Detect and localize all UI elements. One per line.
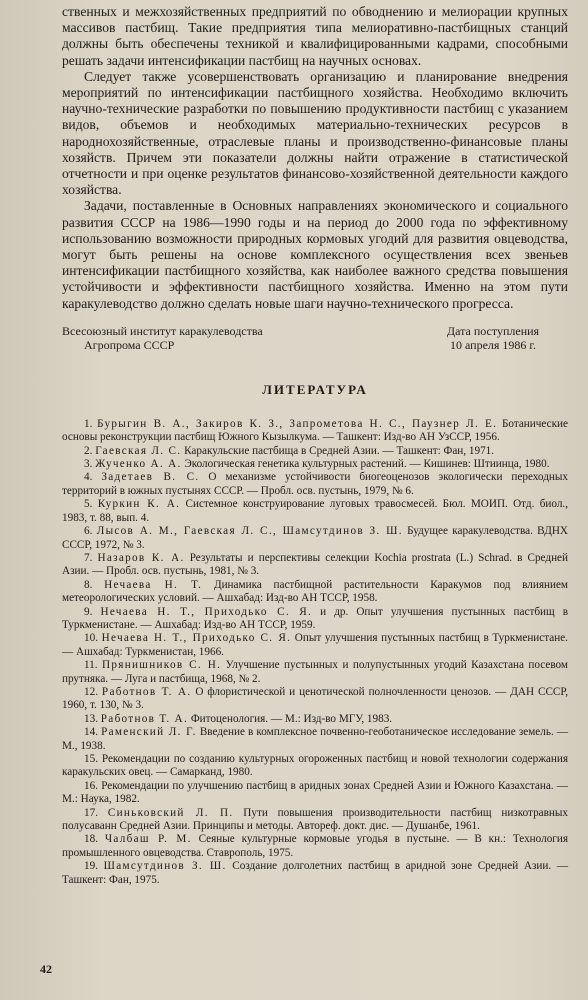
reference-item	[62, 498, 568, 525]
reference-text: Будущее каракулеводства. ВДНХ СССР, 1972, № 3.	[62, 525, 568, 551]
reference-number: 4.	[84, 471, 93, 484]
reference-authors: Нечаева Н. Т., Приходько С. Я.	[100, 605, 313, 618]
reference-item	[62, 807, 568, 834]
reference-text: Рекомендации по улучшению пастбищ в аридных зонах Средней Азии и Южного Казахстана. — М.: Наука, 1982.	[62, 779, 568, 806]
reference-number: 15.	[84, 753, 98, 766]
reference-number: 8.	[84, 578, 93, 591]
reference-text: Результаты и перспективы селекции Kochia prostrata (L.) Schrad. в Средней Азии. — Пробл. осв. пустынь, 1981, № 3.	[62, 551, 569, 578]
affiliation-line: Всесоюзный институт каракулеводства	[62, 323, 263, 338]
page-number: 42	[40, 962, 52, 976]
reference-item	[62, 418, 568, 445]
reference-item	[62, 445, 568, 458]
reference-text: Динамика пастбищной растительности Каракумов под влиянием метеорологических условий. — Ашхабад: Изд-во АН ТССР, 1958.	[62, 578, 568, 605]
reference-number: 19.	[84, 860, 98, 873]
reference-number: 2.	[84, 444, 93, 457]
reference-text: Фитоценология. — М.: Изд-во МГУ, 1983.	[188, 712, 393, 725]
reference-number: 10.	[84, 632, 98, 645]
reference-text: Экологическая генетика культурных растений. — Кишинев: Штиинца, 1980.	[181, 458, 550, 471]
reference-authors: Нечаева Н. Т.	[104, 578, 203, 591]
reference-authors: Чалбаш Р. М.	[104, 833, 192, 846]
reference-text: Сеяные культурные кормовые угодья в пустыне. — В кн.: Технология промышленного овцеводства. Ставрополь, 1975.	[62, 833, 569, 859]
reference-number: 17.	[84, 806, 98, 819]
reference-authors: Работнов Т. А.	[101, 685, 192, 698]
received-date	[418, 324, 568, 352]
reference-item	[62, 552, 568, 579]
body-text	[62, 4, 568, 312]
reference-number: 13.	[84, 712, 98, 725]
reference-item	[62, 632, 568, 659]
reference-text: Создание долголетних пастбищ в аридной зоне Средней Азии. — Ташкент: Фан, 1975.	[62, 860, 569, 886]
reference-item	[62, 471, 568, 498]
reference-number: 3.	[84, 458, 93, 471]
reference-number: 14.	[84, 726, 98, 739]
reference-text: и др. Опыт улучшения пустынных пастбищ в Туркменистане. — Ашхабад: Изд-во АН ТССР, 1959.	[62, 605, 568, 631]
reference-item	[62, 860, 568, 887]
reference-number: 5.	[84, 498, 93, 511]
reference-authors: Шамсутдинов З. Ш.	[103, 860, 227, 873]
reference-text: Ботанические основы реконструкции пастбищ Южного Кызылкума. — Ташкент: Изд-во АН УзССР, 1956.	[62, 417, 569, 444]
reference-item	[62, 659, 568, 686]
references-list	[62, 418, 568, 887]
reference-authors: Работнов Т. А.	[100, 712, 189, 725]
reference-authors: Бурыгин В. А., Закиров К. З., Запрометова Н. С., Паузнер Л. Е.	[97, 417, 498, 430]
body-paragraph: Следует также усовершенствовать организацию и планирование внедрения мероприятий по интенсификации пастбищного хозяйства. Необходимо включить научно-технические разработки по повышению продуктивности пастбищ с указанием видов, объемов и необходимых материально-технических ресурсов в народнохозяйственные, отраслевые планы и производственно-финансовые планы хозяйств. Причем эти показатели должны найти отражение в статистической отчетности и при оценке результатов финансово-хозяйственной деятельности каждого хозяйства.	[62, 68, 568, 198]
reference-item	[62, 579, 568, 606]
reference-number: 6.	[84, 525, 93, 538]
reference-authors: Нечаева Н. Т., Приходько С. Я.	[101, 632, 292, 645]
reference-item	[62, 606, 568, 633]
reference-item	[62, 780, 568, 807]
body-paragraph: Задачи, поставленные в Основных направлениях экономического и социального развития СССР на 1986—1990 годы и на период до 2000 года по эффективному использованию возможности природных кормовых угодий для развития овцеводства, могут быть решены на основе комплексного осуществления всех звеньев интенсификации пастбищного хозяйства, как наиболее важного средства повышения устойчивости и эффективности пастбищного хозяйства. Именно на этом пути каракулеводство должно сделать новые шаги научно-технического прогресса.	[62, 198, 568, 311]
reference-authors: Прянишников С. Н.	[102, 659, 222, 672]
reference-text: О механизме устойчивости биогеоценозов экологически переходных территорий в южных пустынях СССР. — Пробл. осв. пустынь, 1979, № 6.	[62, 471, 568, 497]
reference-text: Системное конструирование луговых травосмесей. Бюл. МОИП. Отд. биол., 1983, т. 88, вып. 4.	[62, 498, 569, 524]
reference-authors: Гаевская Л. С.	[95, 444, 182, 457]
reference-text: Рекомендации по созданию культурных огороженных пастбищ и новой технологии содержания каракульских овец. — Самарканд, 1980.	[62, 753, 569, 779]
reference-number: 9.	[84, 605, 93, 618]
reference-item	[62, 753, 568, 780]
reference-number: 12.	[84, 685, 98, 698]
reference-authors: Задетаев В. С.	[101, 471, 200, 484]
reference-number: 7.	[84, 551, 93, 564]
reference-authors: Лысов А. М., Гаевская Л. С., Шамсутдинов З. Ш.	[96, 525, 403, 538]
reference-authors: Назаров К. А.	[97, 551, 185, 564]
reference-text: Каракульские пастбища в Средней Азии. — Ташкент: Фан, 1971.	[181, 444, 495, 457]
reference-text: Опыт улучшения пустынных пастбищ в Туркменистане. — Ашхабад: Туркменистан, 1966.	[62, 632, 568, 658]
reference-number: 11.	[84, 659, 98, 672]
reference-number: 18.	[84, 833, 98, 846]
reference-text: Улучшение пустынных и полупустынных угодий Казахстана посевом прутняка. — Луга и пастбища, 1968, № 2.	[62, 659, 569, 685]
reference-text: О флористической и ценотической полночленности ценозов. — ДАН СССР, 1960, т. 130, № 3.	[62, 685, 568, 712]
reference-item	[62, 833, 568, 860]
affiliation-line: Агропрома СССР	[84, 337, 175, 352]
reference-number: 16.	[84, 779, 98, 792]
reference-item	[62, 726, 568, 753]
reference-item	[62, 458, 568, 471]
received-value: 10 апреля 1986 г.	[450, 337, 536, 352]
reference-text: Введение в комплексное почвенно-геоботаническое исследование земель. — М., 1938.	[62, 726, 569, 752]
article-meta	[62, 324, 568, 352]
body-paragraph: ственных и межхозяйственных предприятий по обводнению и мелиорации крупных массивов пастбищ. Такие предприятия типа мелиоративно-пастбищных станций должны быть обеспечены техникой и квалифицированными кадрами, способными решать задачи интенсификации пастбищ на научных основах.	[62, 4, 568, 68]
received-label: Дата поступления	[446, 323, 540, 338]
reference-authors: Жученко А. А.	[95, 458, 182, 471]
reference-item	[62, 713, 568, 726]
reference-number: 1.	[84, 417, 93, 430]
reference-authors: Куркин К. А.	[97, 498, 181, 511]
reference-item	[62, 686, 568, 713]
reference-text: Пути повышения производительности пастбищ низкотравных полусаванн Средней Азии. Принципы и методы. Автореф. докт. дис. — Душанбе, 1961.	[62, 806, 569, 833]
affiliation	[62, 324, 322, 352]
reference-item	[62, 525, 568, 552]
reference-authors: Раменский Л. Г.	[101, 726, 197, 739]
references-title: ЛИТЕРАТУРА	[262, 381, 368, 397]
reference-authors: Синьковский Л. П.	[107, 806, 234, 819]
